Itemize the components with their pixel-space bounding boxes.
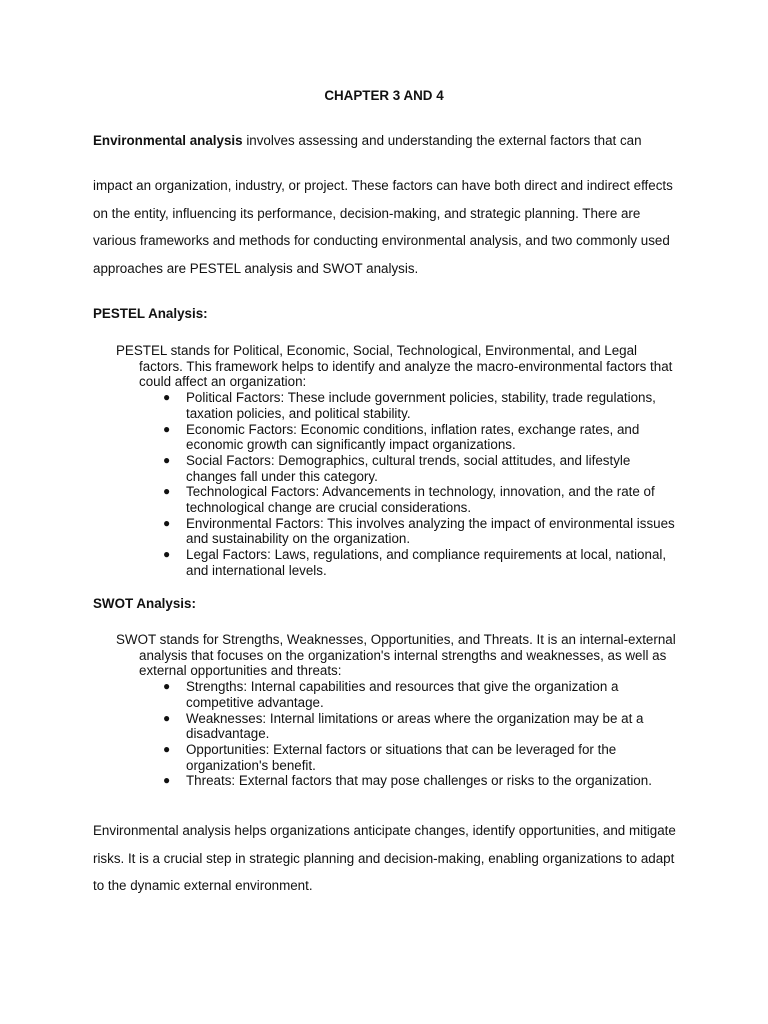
bullet-icon: ● [163, 679, 171, 694]
list-item-text: Strengths: Internal capabilities and resources that give the organization a competitive advantage. [186, 679, 619, 710]
swot-lead: SWOT stands for Strengths, Weaknesses, Opportunities, and Threats. It is an internal-external analysis that focuses on the organization's internal strengths and weaknesses, as well as external opportunities and threats: [116, 632, 676, 679]
swot-list [116, 679, 676, 789]
bullet-icon: ● [163, 773, 171, 788]
conclusion-paragraph: Environmental analysis helps organizations anticipate changes, identify opportunities, and mitigate risks. It is a crucial step in strategic planning and decision-making, enabling organizations to adapt to the dynamic external environment. [93, 823, 676, 893]
list-item-text: Economic Factors: Economic conditions, inflation rates, exchange rates, and economic growth can significantly impact organizations. [186, 421, 640, 453]
list-item [116, 711, 676, 742]
list-item-text: Opportunities: External factors or situations that can be leveraged for the organization's benefit. [186, 741, 617, 773]
list-item [116, 547, 676, 578]
list-item-text: Environmental Factors: This involves analyzing the impact of environmental issues and sustainability on the organization. [186, 515, 675, 547]
intro-first-line [93, 133, 683, 149]
bullet-icon: ● [163, 452, 171, 467]
bullet-icon: ● [163, 421, 171, 436]
list-item [116, 516, 676, 547]
pestel-lead: PESTEL stands for Political, Economic, Social, Technological, Environmental, and Legal factors. This framework helps to identify and analyze the macro-environmental factors that could affect an organization: [116, 343, 673, 390]
pestel-heading: PESTEL Analysis: [93, 306, 208, 321]
bullet-icon: ● [163, 547, 171, 562]
page-title: CHAPTER 3 AND 4 [324, 88, 444, 103]
list-item-text: Legal Factors: Laws, regulations, and compliance requirements at local, national, and international levels. [186, 547, 667, 578]
list-item [116, 679, 676, 710]
bullet-icon: ● [163, 390, 171, 405]
list-item [116, 742, 676, 773]
list-item [116, 422, 676, 453]
bullet-icon: ● [163, 484, 171, 499]
intro-first-line-rest: involves assessing and understanding the external factors that can [242, 133, 642, 148]
list-item-text: Political Factors: These include government policies, stability, trade regulations, taxation policies, and political stability. [186, 390, 656, 421]
list-item-text: Weaknesses: Internal limitations or areas where the organization may be at a disadvantage. [186, 710, 644, 742]
list-item [116, 453, 676, 484]
bullet-icon: ● [163, 515, 171, 530]
list-item [116, 484, 676, 515]
list-item-text: Threats: External factors that may pose challenges or risks to the organization. [186, 773, 652, 789]
bullet-icon: ● [163, 741, 171, 756]
list-item-text: Technological Factors: Advancements in technology, innovation, and the rate of technological change are crucial considerations. [186, 484, 655, 516]
bullet-icon: ● [163, 710, 171, 725]
list-item [116, 773, 676, 789]
pestel-section [116, 343, 676, 579]
swot-heading: SWOT Analysis: [93, 596, 196, 611]
intro-bold-term: Environmental analysis [93, 133, 243, 148]
swot-section [116, 632, 676, 789]
list-item [116, 390, 676, 421]
intro-paragraph: impact an organization, industry, or project. These factors can have both direct and indirect effects on the entity, influencing its performance, decision-making, and strategic planning. There are various frameworks and methods for conducting environmental analysis, and two commonly used approaches are PESTEL analysis and SWOT analysis. [93, 178, 673, 276]
pestel-list [116, 390, 676, 578]
list-item-text: Social Factors: Demographics, cultural trends, social attitudes, and lifestyle changes fall under this category. [186, 452, 631, 484]
